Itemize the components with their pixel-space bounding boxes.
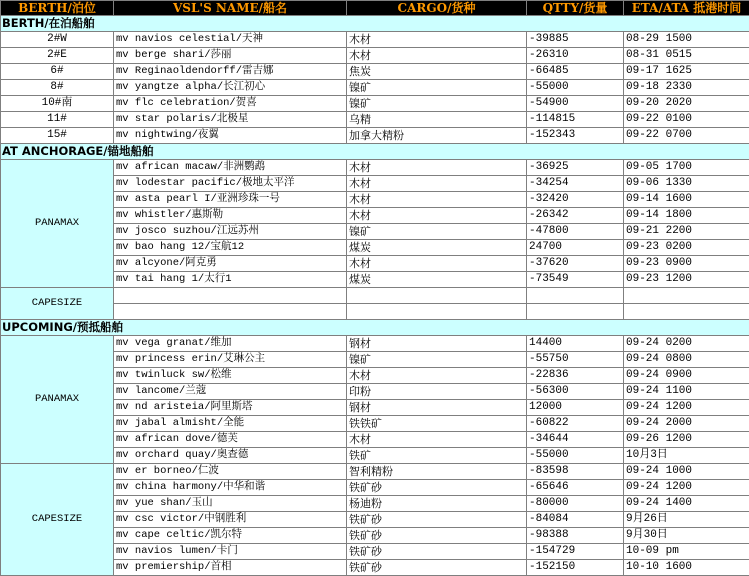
cargo-cell[interactable]: 木材 (347, 176, 527, 192)
quantity-cell[interactable]: -65646 (527, 480, 624, 496)
vessel-name-cell[interactable]: mv jabal almisht/全能 (114, 416, 347, 432)
quantity-cell[interactable]: -154729 (527, 544, 624, 560)
section-row (1, 16, 749, 32)
table-row (1, 512, 749, 528)
quantity-cell[interactable]: -34254 (527, 176, 624, 192)
vessel-name-cell[interactable]: mv yangtze alpha/长江初心 (114, 80, 347, 96)
vessel-name-cell[interactable]: mv china harmony/中华和谐 (114, 480, 347, 496)
cargo-cell[interactable]: 铁矿砂 (347, 544, 527, 560)
quantity-cell[interactable]: -80000 (527, 496, 624, 512)
vessel-name-cell[interactable]: mv princess erin/艾琳公主 (114, 352, 347, 368)
group-label-cell[interactable]: CAPESIZE (1, 288, 114, 320)
cargo-cell[interactable]: 乌精 (347, 112, 527, 128)
quantity-cell[interactable]: -26310 (527, 48, 624, 64)
berth-cell[interactable]: 11# (1, 112, 114, 128)
cargo-cell[interactable]: 加拿大精粉 (347, 128, 527, 144)
eta-cell[interactable]: 09-24 1400 (624, 496, 749, 512)
cargo-cell[interactable]: 木材 (347, 48, 527, 64)
quantity-cell[interactable]: -55000 (527, 448, 624, 464)
cargo-cell[interactable]: 木材 (347, 160, 527, 176)
eta-cell[interactable]: 10月3日 (624, 448, 749, 464)
eta-cell[interactable]: 09-14 1600 (624, 192, 749, 208)
group-label-cell[interactable]: CAPESIZE (1, 464, 114, 576)
quantity-cell[interactable]: -37620 (527, 256, 624, 272)
eta-cell[interactable]: 09-22 0700 (624, 128, 749, 144)
cargo-cell[interactable]: 木材 (347, 256, 527, 272)
empty-cell[interactable] (114, 304, 347, 320)
table-row (1, 224, 749, 240)
table-row (1, 176, 749, 192)
cargo-cell[interactable]: 铁矿砂 (347, 512, 527, 528)
cargo-cell[interactable]: 煤炭 (347, 240, 527, 256)
table-row (1, 496, 749, 512)
quantity-cell[interactable]: -60822 (527, 416, 624, 432)
cargo-cell[interactable]: 木材 (347, 368, 527, 384)
cargo-cell[interactable]: 煤炭 (347, 272, 527, 288)
quantity-cell[interactable]: 14400 (527, 336, 624, 352)
table-row (1, 112, 749, 128)
table-row (1, 288, 749, 304)
vessel-name-cell[interactable]: mv star polaris/北极星 (114, 112, 347, 128)
eta-cell[interactable]: 08-31 0515 (624, 48, 749, 64)
quantity-cell[interactable]: -39885 (527, 32, 624, 48)
quantity-cell[interactable]: -152343 (527, 128, 624, 144)
cargo-cell[interactable]: 镍矿 (347, 224, 527, 240)
vessel-name-cell[interactable]: mv navios lumen/卡门 (114, 544, 347, 560)
quantity-cell[interactable]: 24700 (527, 240, 624, 256)
table-row (1, 560, 749, 576)
cargo-cell[interactable]: 焦炭 (347, 64, 527, 80)
vessel-name-cell[interactable]: mv lancome/兰蔻 (114, 384, 347, 400)
table-row (1, 480, 749, 496)
quantity-cell[interactable]: -36925 (527, 160, 624, 176)
quantity-cell[interactable]: -66485 (527, 64, 624, 80)
quantity-cell[interactable]: -22836 (527, 368, 624, 384)
eta-cell[interactable]: 9月30日 (624, 528, 749, 544)
vessel-name-cell[interactable]: mv nightwing/夜翼 (114, 128, 347, 144)
eta-cell[interactable]: 09-24 1000 (624, 464, 749, 480)
section-row (1, 320, 749, 336)
empty-cell[interactable] (527, 304, 624, 320)
berth-cell[interactable]: 10#南 (1, 96, 114, 112)
header-row (1, 1, 749, 16)
table-row (1, 64, 749, 80)
eta-cell[interactable]: 09-21 2200 (624, 224, 749, 240)
vessel-name-cell[interactable]: mv african dove/德芙 (114, 432, 347, 448)
vessel-name-cell[interactable]: mv berge shari/莎丽 (114, 48, 347, 64)
eta-cell[interactable]: 09-24 1100 (624, 384, 749, 400)
table-row (1, 528, 749, 544)
table-row (1, 544, 749, 560)
cargo-cell[interactable]: 钢材 (347, 400, 527, 416)
vessel-name-cell[interactable]: mv yue shan/玉山 (114, 496, 347, 512)
vessel-name-cell[interactable]: mv twinluck sw/松维 (114, 368, 347, 384)
header-cargo[interactable]: CARGO/货种 (347, 1, 527, 16)
cargo-cell[interactable]: 钢材 (347, 336, 527, 352)
table-row (1, 416, 749, 432)
table-row (1, 368, 749, 384)
section-title: UPCOMING/预抵船舶 (1, 320, 749, 336)
quantity-cell[interactable]: -73549 (527, 272, 624, 288)
cargo-cell[interactable]: 铁矿砂 (347, 560, 527, 576)
section-row (1, 144, 749, 160)
vessel-name-cell[interactable]: mv african macaw/非洲鹦鹉 (114, 160, 347, 176)
table-row (1, 384, 749, 400)
quantity-cell[interactable]: -55750 (527, 352, 624, 368)
eta-cell[interactable]: 09-22 0100 (624, 112, 749, 128)
vessel-name-cell[interactable]: mv vega granat/维加 (114, 336, 347, 352)
eta-cell[interactable]: 09-24 0200 (624, 336, 749, 352)
quantity-cell[interactable]: -32420 (527, 192, 624, 208)
cargo-cell[interactable]: 铁矿砂 (347, 480, 527, 496)
berth-cell[interactable]: 6# (1, 64, 114, 80)
table-row (1, 240, 749, 256)
berth-cell[interactable]: 2#E (1, 48, 114, 64)
table-row (1, 160, 749, 176)
vessel-name-cell[interactable]: mv navios celestial/天神 (114, 32, 347, 48)
vessel-name-cell[interactable]: mv orchard quay/奥查德 (114, 448, 347, 464)
quantity-cell[interactable]: -84084 (527, 512, 624, 528)
quantity-cell[interactable]: -114815 (527, 112, 624, 128)
berth-cell[interactable]: 15# (1, 128, 114, 144)
table-row (1, 304, 749, 320)
eta-cell[interactable]: 09-24 2000 (624, 416, 749, 432)
table-row (1, 432, 749, 448)
table-row (1, 448, 749, 464)
empty-cell[interactable] (624, 288, 749, 304)
vessel-name-cell[interactable]: mv flc celebration/贺喜 (114, 96, 347, 112)
eta-cell[interactable]: 09-23 0900 (624, 256, 749, 272)
cargo-cell[interactable]: 木材 (347, 32, 527, 48)
vessel-name-cell[interactable]: mv lodestar pacific/极地太平洋 (114, 176, 347, 192)
table-row (1, 48, 749, 64)
table-row (1, 256, 749, 272)
eta-cell[interactable]: 10-10 1600 (624, 560, 749, 576)
eta-cell[interactable]: 09-24 0900 (624, 368, 749, 384)
cargo-cell[interactable]: 铁矿 (347, 448, 527, 464)
table-row (1, 128, 749, 144)
section-title: BERTH/在泊船舶 (1, 16, 749, 32)
eta-cell[interactable]: 09-24 1200 (624, 480, 749, 496)
table-row (1, 192, 749, 208)
cargo-cell[interactable]: 镍矿 (347, 352, 527, 368)
table-row (1, 32, 749, 48)
eta-cell[interactable]: 09-24 1200 (624, 400, 749, 416)
eta-cell[interactable]: 09-23 1200 (624, 272, 749, 288)
quantity-cell[interactable]: -26342 (527, 208, 624, 224)
quantity-cell[interactable]: -83598 (527, 464, 624, 480)
cargo-cell[interactable]: 铁铁矿 (347, 416, 527, 432)
quantity-cell[interactable]: -55000 (527, 80, 624, 96)
header-berth[interactable]: BERTH/泊位 (1, 1, 114, 16)
empty-cell[interactable] (347, 304, 527, 320)
cargo-cell[interactable]: 铁矿砂 (347, 528, 527, 544)
group-label-cell[interactable]: PANAMAX (1, 160, 114, 288)
table-row (1, 336, 749, 352)
berth-cell[interactable]: 2#W (1, 32, 114, 48)
eta-cell[interactable]: 09-17 1625 (624, 64, 749, 80)
berth-cell[interactable]: 8# (1, 80, 114, 96)
vessel-name-cell[interactable]: mv cape celtic/凯尔特 (114, 528, 347, 544)
cargo-cell[interactable]: 印粉 (347, 384, 527, 400)
eta-cell[interactable]: 09-05 1700 (624, 160, 749, 176)
empty-cell[interactable] (347, 288, 527, 304)
vessel-name-cell[interactable]: mv bao hang 12/宝航12 (114, 240, 347, 256)
vessel-name-cell[interactable]: mv er borneo/仁波 (114, 464, 347, 480)
empty-cell[interactable] (527, 288, 624, 304)
header-eta[interactable]: ETA/ATA 抵港时间 (624, 1, 749, 16)
eta-cell[interactable]: 08-29 1500 (624, 32, 749, 48)
eta-cell[interactable]: 09-26 1200 (624, 432, 749, 448)
eta-cell[interactable]: 09-24 0800 (624, 352, 749, 368)
empty-cell[interactable] (624, 304, 749, 320)
quantity-cell[interactable]: -56300 (527, 384, 624, 400)
eta-cell[interactable]: 09-20 2020 (624, 96, 749, 112)
vessel-name-cell[interactable]: mv nd aristeia/阿里斯塔 (114, 400, 347, 416)
cargo-cell[interactable]: 木材 (347, 192, 527, 208)
header-quantity[interactable]: QTTY/货量 (527, 1, 624, 16)
cargo-cell[interactable]: 杨迪粉 (347, 496, 527, 512)
vessel-name-cell[interactable]: mv tai hang 1/太行1 (114, 272, 347, 288)
cargo-cell[interactable]: 镍矿 (347, 96, 527, 112)
vessel-name-cell[interactable]: mv csc victor/中钢胜利 (114, 512, 347, 528)
quantity-cell[interactable]: -54900 (527, 96, 624, 112)
vessel-name-cell[interactable]: mv asta pearl I/亚洲珍珠一号 (114, 192, 347, 208)
eta-cell[interactable]: 09-14 1800 (624, 208, 749, 224)
vessel-name-cell[interactable]: mv premiership/首相 (114, 560, 347, 576)
eta-cell[interactable]: 09-18 2330 (624, 80, 749, 96)
eta-cell[interactable]: 09-23 0200 (624, 240, 749, 256)
cargo-cell[interactable]: 智利精粉 (347, 464, 527, 480)
table-row (1, 96, 749, 112)
cargo-cell[interactable]: 木材 (347, 208, 527, 224)
vessel-name-cell[interactable]: mv whistler/惠斯勒 (114, 208, 347, 224)
header-vessel-name[interactable]: VSL'S NAME/船名 (114, 1, 347, 16)
section-title: AT ANCHORAGE/锚地船舶 (1, 144, 749, 160)
table-row (1, 208, 749, 224)
eta-cell[interactable]: 9月26日 (624, 512, 749, 528)
cargo-cell[interactable]: 木材 (347, 432, 527, 448)
table-row (1, 400, 749, 416)
quantity-cell[interactable]: 12000 (527, 400, 624, 416)
eta-cell[interactable]: 10-09 pm (624, 544, 749, 560)
quantity-cell[interactable]: -34644 (527, 432, 624, 448)
table-row (1, 352, 749, 368)
eta-cell[interactable]: 09-06 1330 (624, 176, 749, 192)
quantity-cell[interactable]: -98388 (527, 528, 624, 544)
vessel-name-cell[interactable]: mv alcyone/阿克勇 (114, 256, 347, 272)
empty-cell[interactable] (114, 288, 347, 304)
vessel-name-cell[interactable]: mv Reginaoldendorff/雷吉娜 (114, 64, 347, 80)
group-label-cell[interactable]: PANAMAX (1, 336, 114, 464)
table-row (1, 272, 749, 288)
quantity-cell[interactable]: -152150 (527, 560, 624, 576)
vessel-name-cell[interactable]: mv josco suzhou/江远苏州 (114, 224, 347, 240)
quantity-cell[interactable]: -47800 (527, 224, 624, 240)
table-row (1, 80, 749, 96)
cargo-cell[interactable]: 镍矿 (347, 80, 527, 96)
table-row (1, 464, 749, 480)
